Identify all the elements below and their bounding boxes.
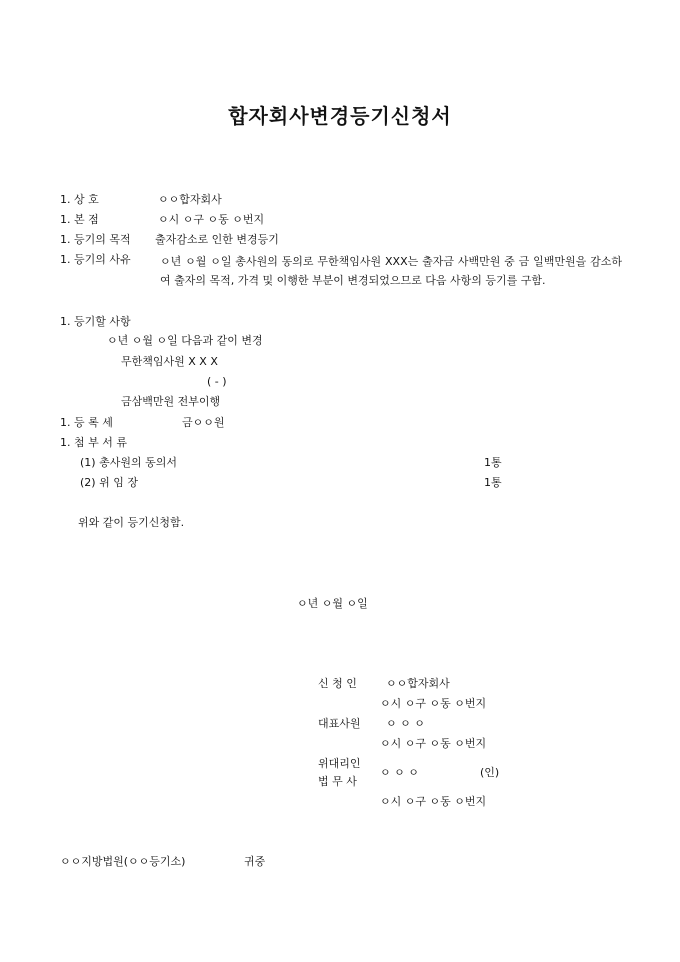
item-value-registration-reason: ㅇ년 ㅇ월 ㅇ일 총사원의 동의로 무한책임사원 XXX는 출자금 사백만원 중 금 일백만원을 감소하여 출자의 목적, 가격 및 이행한 부분이 변경되었으므로 다음 사항의 등기를 구함. [160, 255, 622, 287]
representative-name: ㅇ ㅇ ㅇ [386, 717, 425, 730]
item-label-head-office: 1. 본 점 [60, 213, 99, 226]
document-title: 합자회사변경등기신청서 [228, 104, 452, 128]
applicant-name: ㅇㅇ합자회사 [386, 677, 450, 690]
matters-payment: 금삼백만원 전부이행 [121, 395, 221, 408]
agent-name: ㅇ ㅇ ㅇ [380, 766, 419, 779]
application-date: ㅇ년 ㅇ월 ㅇ일 [297, 597, 368, 610]
attachment-name: (2) 위 임 장 [80, 476, 138, 489]
item-value-head-office: ㅇ시 ㅇ구 ㅇ동 ㅇ번지 [158, 213, 265, 226]
applicant-address: ㅇ시 ㅇ구 ㅇ동 ㅇ번지 [380, 697, 487, 710]
court-name: ㅇㅇ지방법원(ㅇㅇ등기소) [60, 855, 186, 868]
attachment-count: 1통 [484, 476, 502, 489]
attachment-name: (1) 총사원의 동의서 [80, 456, 177, 469]
agent-title-label: 법 무 사 [318, 775, 357, 788]
agent-label: 위대리인 [318, 757, 361, 770]
item-label-registration-reason: 1. 등기의 사유 [60, 253, 131, 266]
item-label-trade-name: 1. 상 호 [60, 193, 99, 206]
item-value-trade-name: ㅇㅇ합자회사 [158, 193, 222, 206]
seal-mark: (인) [480, 766, 500, 779]
item-value-registration-purpose: 출자감소로 인한 변경등기 [155, 233, 279, 246]
matters-change-date: ㅇ년 ㅇ월 ㅇ일 다음과 같이 변경 [107, 334, 263, 347]
item-label-registration-tax: 1. 등 록 세 [60, 416, 113, 429]
item-value-registration-tax: 금ㅇㅇ원 [182, 416, 225, 429]
agent-address: ㅇ시 ㅇ구 ㅇ동 ㅇ번지 [380, 795, 487, 808]
item-label-registration-matters: 1. 등기할 사항 [60, 315, 131, 328]
application-statement: 위와 같이 등기신청함. [78, 516, 185, 529]
matters-partner-name: 무한책임사원 X X X [121, 355, 218, 368]
representative-label: 대표사원 [318, 717, 361, 730]
item-label-registration-purpose: 1. 등기의 목적 [60, 233, 131, 246]
item-label-attachments: 1. 첨 부 서 류 [60, 436, 127, 449]
matters-partner-id: ( - ) [207, 375, 227, 388]
attachment-count: 1통 [484, 456, 502, 469]
applicant-label: 신 청 인 [318, 677, 357, 690]
addressee-honorific: 귀중 [244, 855, 266, 868]
representative-address: ㅇ시 ㅇ구 ㅇ동 ㅇ번지 [380, 737, 487, 750]
